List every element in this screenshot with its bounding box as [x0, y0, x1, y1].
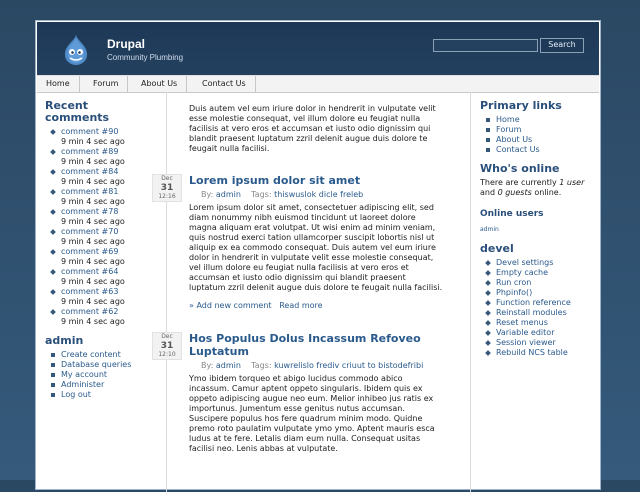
- site-name[interactable]: Drupal: [107, 37, 146, 51]
- admin-title: admin: [45, 334, 84, 347]
- devel-menu-link[interactable]: Rebuild NCS table: [496, 348, 568, 357]
- tags-label: Tags:: [251, 361, 272, 370]
- primary-link[interactable]: Home: [496, 115, 520, 124]
- page-container: [35, 20, 601, 490]
- by-label: By:: [201, 190, 214, 199]
- post-date-day: 31: [160, 183, 174, 193]
- recent-comment-link[interactable]: comment #69: [61, 247, 119, 256]
- recent-comment-link[interactable]: comment #84: [61, 167, 119, 176]
- recent-comment-item: [45, 267, 165, 287]
- primary-links-list: [480, 115, 590, 155]
- site-header: [37, 22, 599, 75]
- read-more-link[interactable]: Read more: [279, 301, 323, 310]
- post-body: Lorem ipsum dolor sit amet, consectetuer adipiscing elit, sed diam nonummy nibh euismod tincidunt ut laoreet dolore magna aliquam erat volutpat. Ut wisi enim ad minim veniam, quis nostrud exerci tation ullamcorper suscipit lobortis nisl ut aliquip ex ea commodo consequat. Duis autem vel eum iriure dolor in hendrerit in vulputate velit esse molestie consequat, vel illum dolore eu feugiat nulla facilisis at vero eros et accumsan et iusto odio dignissim qui blandit praesent luptatum zzril delenit augue duis dolore te feugait nulla facilisi.: [189, 203, 443, 292]
- tag-link[interactable]: freleb: [340, 190, 364, 199]
- recent-comment-time: 9 min 4 sec ago: [61, 237, 125, 246]
- admin-menu-item: [45, 380, 165, 390]
- recent-comment-item: [45, 127, 165, 147]
- search-button[interactable]: Search: [540, 38, 584, 53]
- right-column-divider: [470, 92, 471, 492]
- recent-comment-link[interactable]: comment #70: [61, 227, 119, 236]
- primary-link[interactable]: About Us: [496, 135, 533, 144]
- whos-online-users: 1 user: [559, 178, 585, 187]
- online-user-link[interactable]: admin: [480, 226, 499, 233]
- recent-comments-list: [45, 127, 165, 327]
- admin-menu-link[interactable]: Administer: [61, 380, 105, 389]
- post-date-day: 31: [160, 341, 174, 351]
- add-comment-link[interactable]: » Add new comment: [189, 301, 272, 310]
- primary-link-item: [480, 125, 590, 135]
- left-sidebar: [45, 100, 165, 400]
- recent-comment-link[interactable]: comment #62: [61, 307, 119, 316]
- admin-menu-link[interactable]: Log out: [61, 390, 91, 399]
- post-item: [158, 174, 444, 310]
- devel-title: devel: [480, 242, 514, 255]
- devel-menu-item: [480, 348, 590, 358]
- admin-menu-link[interactable]: Create content: [61, 350, 121, 359]
- whos-online-part: online.: [531, 188, 562, 197]
- recent-comment-time: 9 min 4 sec ago: [61, 217, 125, 226]
- whos-online-title: Who's online: [480, 162, 560, 175]
- recent-comment-link[interactable]: comment #89: [61, 147, 119, 156]
- devel-menu-link[interactable]: Empty cache: [496, 268, 549, 277]
- whos-online-part: There are currently: [480, 178, 560, 187]
- post-date: [152, 174, 182, 202]
- primary-link[interactable]: Forum: [496, 125, 522, 134]
- recent-comment-link[interactable]: comment #64: [61, 267, 119, 276]
- main-content: [158, 104, 444, 454]
- primary-links-title: Primary links: [480, 99, 562, 112]
- recent-comment-link[interactable]: comment #81: [61, 187, 119, 196]
- recent-comment-time: 9 min 4 sec ago: [61, 137, 125, 146]
- post-date-time: 12:10: [158, 351, 176, 358]
- devel-menu-link[interactable]: Reset menus: [496, 318, 548, 327]
- whos-online-part: and: [480, 188, 498, 197]
- recent-comment-item: [45, 247, 165, 267]
- devel-menu-link[interactable]: Reinstall modules: [496, 308, 567, 317]
- recent-comment-item: [45, 287, 165, 307]
- primary-link-item: [480, 115, 590, 125]
- recent-comment-item: [45, 307, 165, 327]
- admin-menu-item: [45, 360, 165, 370]
- recent-comment-link[interactable]: comment #63: [61, 287, 119, 296]
- tag-link[interactable]: to: [367, 361, 376, 370]
- online-users-list: [480, 224, 590, 233]
- devel-menu-link[interactable]: Function reference: [496, 298, 571, 307]
- right-sidebar: [480, 100, 590, 358]
- admin-menu-link[interactable]: My account: [61, 370, 108, 379]
- recent-comment-item: [45, 167, 165, 187]
- recent-comment-item: [45, 187, 165, 207]
- devel-menu-item: [480, 288, 590, 298]
- recent-comment-time: 9 min 4 sec ago: [61, 197, 125, 206]
- primary-nav: [37, 75, 599, 93]
- tag-link[interactable]: kuwrelislo: [274, 361, 314, 370]
- tag-link[interactable]: bistodefribi: [378, 361, 424, 370]
- recent-comment-link[interactable]: comment #90: [61, 127, 119, 136]
- primary-link-item: [480, 135, 590, 145]
- recent-comment-time: 9 min 4 sec ago: [61, 177, 125, 186]
- tag-link[interactable]: frediv: [316, 361, 340, 370]
- post-title[interactable]: Hos Populus Dolus Incassum Refoveo Luptatum: [189, 332, 421, 358]
- post-body: Ymo ibidem torqueo et abigo lucidus commodo abico incassum. Camur aptent oppeto singularis. Ibidem quis ex oppeto adipiscing augue neo eum. Melior inhibeo jus ratis ex importunus. Jumentum esse genitus nutus accumsan. Suscipere populus hos fere quadrum minim modo. Quidne premo roto paulatim vulputate ymo ymo. Aptent mauris esca ludus at te fere. Letalis diam eum nulla. Consequat usitas facilisi neo. Lenis abbas at vulputate.: [189, 374, 435, 453]
- post-item: [158, 332, 444, 454]
- recent-comment-item: [45, 207, 165, 227]
- devel-menu-link[interactable]: Phpinfo(): [496, 288, 533, 297]
- nav-home[interactable]: Home: [37, 76, 80, 92]
- recent-comment-time: 9 min 4 sec ago: [61, 257, 125, 266]
- by-label: By:: [201, 361, 214, 370]
- tags-label: Tags:: [251, 190, 272, 199]
- left-column-divider: [166, 92, 167, 492]
- post-author-link[interactable]: admin: [215, 190, 241, 199]
- devel-menu-link[interactable]: Variable editor: [496, 328, 555, 337]
- post-date-month: Dec: [161, 175, 173, 182]
- devel-menu-link[interactable]: Devel settings: [496, 258, 554, 267]
- post-meta: [189, 190, 444, 200]
- primary-link-item: [480, 145, 590, 155]
- recent-comment-item: [45, 147, 165, 167]
- tag-link[interactable]: criuut: [341, 361, 366, 370]
- recent-comment-link[interactable]: comment #78: [61, 207, 119, 216]
- nav-about-us[interactable]: About Us: [132, 76, 187, 92]
- online-users-title: Online users: [480, 209, 544, 219]
- post-date-time: 12:16: [158, 193, 176, 200]
- site-slogan: Community Plumbing: [107, 53, 184, 62]
- devel-menu: [480, 258, 590, 358]
- recent-comment-time: 9 min 4 sec ago: [61, 157, 125, 166]
- devel-menu-item: [480, 268, 590, 278]
- tag-link[interactable]: thiswuslok: [274, 190, 317, 199]
- devel-menu-item: [480, 308, 590, 318]
- admin-menu-item: [45, 350, 165, 360]
- recent-comment-time: 9 min 4 sec ago: [61, 297, 125, 306]
- devel-menu-item: [480, 258, 590, 268]
- recent-comment-time: 9 min 4 sec ago: [61, 317, 125, 326]
- whos-online-guests: 0 guests: [497, 188, 532, 197]
- recent-comment-item: [45, 227, 165, 247]
- admin-menu: [45, 350, 165, 400]
- recent-comment-time: 9 min 4 sec ago: [61, 277, 125, 286]
- whos-online-text: [480, 178, 590, 198]
- admin-menu-link[interactable]: Database queries: [61, 360, 132, 369]
- intro-text: Duis autem vel eum iriure dolor in hendrerit in vulputate velit esse molestie consequat, vel illum dolore eu feugiat nulla facilisis at vero eros et accumsan et iusto odio dignissim qui blandit praesent luptatum zzril delenit augue duis dolore te feugait nulla facilisi.: [189, 104, 436, 153]
- devel-menu-link[interactable]: Session viewer: [496, 338, 556, 347]
- admin-menu-item: [45, 390, 165, 400]
- devel-menu-item: [480, 318, 590, 328]
- admin-menu-item: [45, 370, 165, 380]
- post-date: [152, 332, 182, 360]
- nav-forum[interactable]: Forum: [84, 76, 128, 92]
- devel-menu-item: [480, 278, 590, 288]
- post-date-month: Dec: [161, 333, 173, 340]
- devel-menu-item: [480, 328, 590, 338]
- primary-link[interactable]: Contact Us: [496, 145, 540, 154]
- nav-contact-us[interactable]: Contact Us: [193, 76, 256, 92]
- post-links: [189, 301, 444, 310]
- post-author-link[interactable]: admin: [215, 361, 241, 370]
- devel-menu-item: [480, 298, 590, 308]
- recent-comments-title: Recent comments: [45, 99, 110, 124]
- post-meta: [189, 361, 444, 371]
- devel-menu-item: [480, 338, 590, 348]
- post-title[interactable]: Lorem ipsum dolor sit amet: [189, 174, 361, 187]
- tag-link[interactable]: dicle: [318, 190, 338, 199]
- drupal-logo-icon[interactable]: [59, 32, 93, 66]
- devel-menu-link[interactable]: Run cron: [496, 278, 532, 287]
- search-input[interactable]: [433, 39, 538, 52]
